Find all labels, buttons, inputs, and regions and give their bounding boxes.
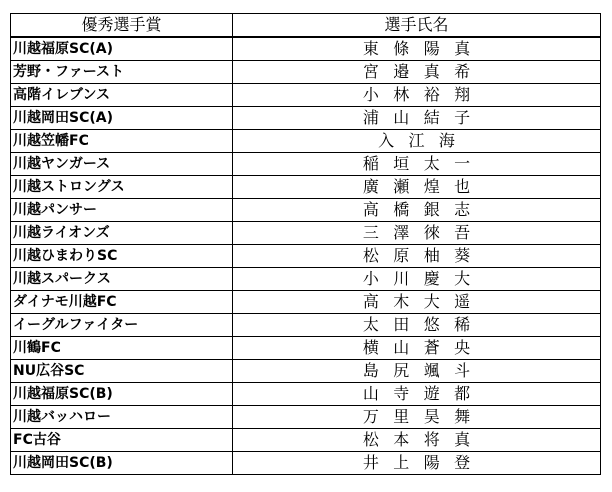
player-name-cell — [233, 153, 601, 176]
player-name-cell — [233, 452, 601, 475]
team-name: 川越笠幡FC — [11, 130, 233, 153]
player-name: 高橋銀志 — [362, 200, 485, 219]
player-name: 太田悠稀 — [362, 315, 485, 334]
player-name: 浦山結子 — [362, 108, 485, 127]
player-name-cell — [233, 130, 601, 153]
player-name-cell — [233, 107, 601, 130]
player-name: 横山蒼央 — [362, 338, 485, 357]
table-row — [11, 176, 601, 199]
table-row — [11, 452, 601, 475]
award-table — [10, 13, 601, 475]
player-name-cell — [233, 176, 601, 199]
player-name-cell — [233, 61, 601, 84]
player-name: 万里昊舞 — [362, 407, 485, 426]
player-name: 稲垣太一 — [362, 154, 485, 173]
table-row — [11, 84, 601, 107]
player-name: 松原柚葵 — [362, 246, 485, 265]
table-row — [11, 130, 601, 153]
table-row — [11, 291, 601, 314]
team-name: 川越岡田SC(A) — [11, 107, 233, 130]
team-name: 川越バッハロー — [11, 406, 233, 429]
player-name-cell — [233, 245, 601, 268]
table-row — [11, 37, 601, 61]
table-row — [11, 245, 601, 268]
table-row — [11, 61, 601, 84]
player-name-cell — [233, 222, 601, 245]
player-name-cell — [233, 360, 601, 383]
player-name-cell — [233, 291, 601, 314]
team-name: 川越岡田SC(B) — [11, 452, 233, 475]
team-name: 川越スパークス — [11, 268, 233, 291]
player-name: 井上陽登 — [362, 453, 485, 472]
team-name: 川越福原SC(A) — [11, 37, 233, 61]
header-row — [11, 14, 601, 38]
table-row — [11, 337, 601, 360]
player-name-cell — [233, 429, 601, 452]
player-name: 入江海 — [378, 131, 470, 150]
table-row — [11, 406, 601, 429]
player-name: 三澤徠吾 — [362, 223, 485, 242]
player-name: 島尻颯斗 — [362, 361, 485, 380]
player-name-cell — [233, 406, 601, 429]
team-name: 川越パンサー — [11, 199, 233, 222]
player-name: 山寺遊都 — [362, 384, 485, 403]
table-row — [11, 314, 601, 337]
table-row — [11, 383, 601, 406]
team-name: ダイナモ川越FC — [11, 291, 233, 314]
player-column-header: 選手氏名 — [233, 14, 601, 38]
team-name: 高階イレブンス — [11, 84, 233, 107]
team-name: 川越ライオンズ — [11, 222, 233, 245]
team-name: 川越ひまわりSC — [11, 245, 233, 268]
table-row — [11, 222, 601, 245]
team-name: FC古谷 — [11, 429, 233, 452]
team-column-header: 優秀選手賞 — [11, 14, 233, 38]
team-name: NU広谷SC — [11, 360, 233, 383]
player-name: 小林裕翔 — [362, 85, 485, 104]
team-name: 川鶴FC — [11, 337, 233, 360]
player-name: 小川慶大 — [362, 269, 485, 288]
table-row — [11, 268, 601, 291]
team-name: 川越ヤンガース — [11, 153, 233, 176]
table-row — [11, 107, 601, 130]
player-name: 松本将真 — [362, 430, 485, 449]
player-name-cell — [233, 337, 601, 360]
team-name: 川越福原SC(B) — [11, 383, 233, 406]
player-name-cell — [233, 37, 601, 61]
team-name: 川越ストロングス — [11, 176, 233, 199]
player-name: 廣瀬煌也 — [362, 177, 485, 196]
table-row — [11, 199, 601, 222]
table-row — [11, 153, 601, 176]
player-name-cell — [233, 199, 601, 222]
table-row — [11, 429, 601, 452]
player-name: 高木大遥 — [362, 292, 485, 311]
player-name: 宮邉真希 — [362, 62, 485, 81]
player-name: 東條陽真 — [362, 39, 485, 58]
player-name-cell — [233, 383, 601, 406]
team-name: イーグルファイター — [11, 314, 233, 337]
table-row — [11, 360, 601, 383]
team-name: 芳野・ファースト — [11, 61, 233, 84]
player-name-cell — [233, 268, 601, 291]
player-name-cell — [233, 84, 601, 107]
player-name-cell — [233, 314, 601, 337]
